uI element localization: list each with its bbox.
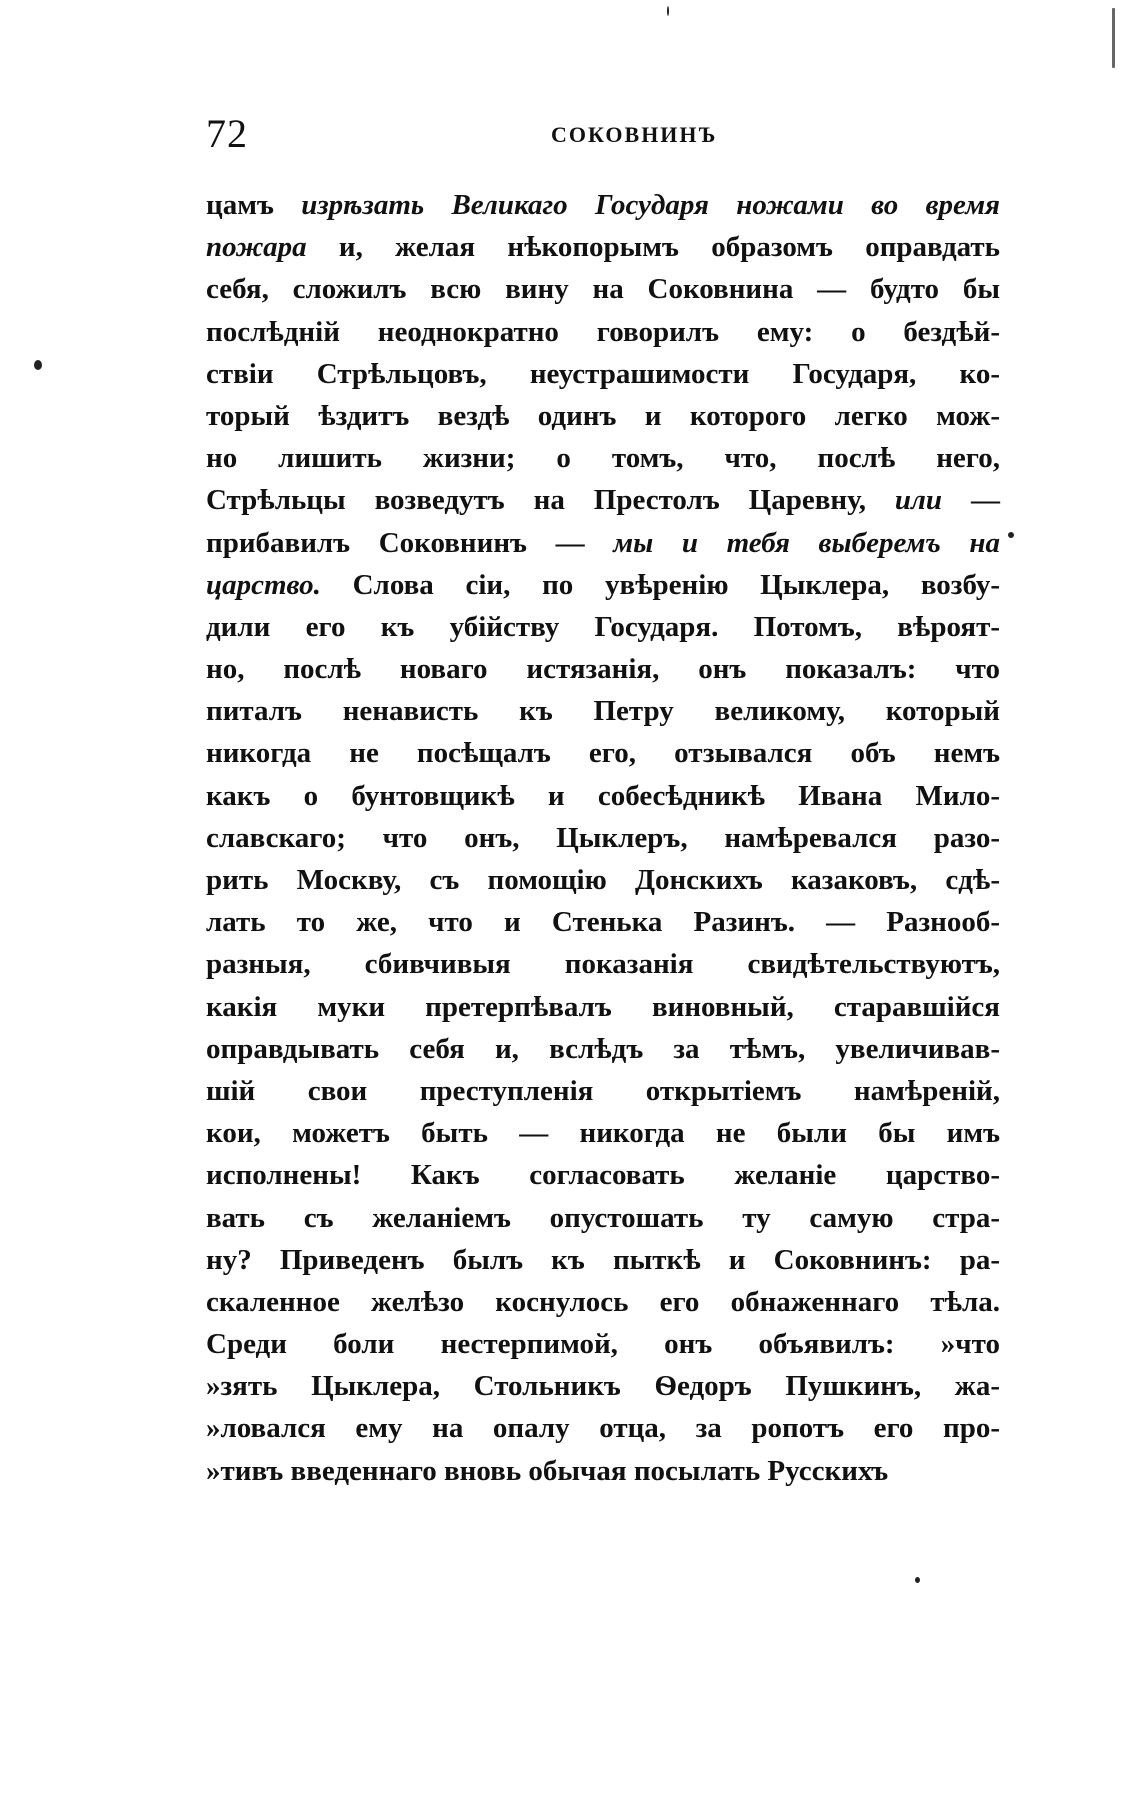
italic-segment: мы и тебя выберемъ на bbox=[613, 526, 1000, 559]
text-line bbox=[206, 564, 1000, 606]
text-line bbox=[206, 1028, 1000, 1070]
text-line bbox=[206, 479, 1000, 521]
text-line bbox=[206, 901, 1000, 943]
text-line bbox=[206, 859, 1000, 901]
text-line bbox=[206, 1239, 1000, 1281]
text-segment: ствіи Стрѣльцовъ, неустрашимости Государя, ко- bbox=[206, 357, 1000, 390]
text-segment: вать съ желаніемъ опустошать ту самую стра- bbox=[206, 1201, 1000, 1234]
text-segment: оправдывать себя и, вслѣдъ за тѣмъ, увеличивав- bbox=[206, 1032, 1000, 1065]
print-speck bbox=[915, 1577, 920, 1583]
text-line bbox=[206, 817, 1000, 859]
text-line bbox=[206, 437, 1000, 479]
text-segment: прибавилъ Соковнинъ — bbox=[206, 526, 614, 559]
text-segment: лать то же, что и Стенька Разинъ. — Разнооб- bbox=[206, 906, 1000, 939]
italic-segment: пожара bbox=[206, 231, 307, 264]
text-line bbox=[206, 1154, 1000, 1196]
page-number: 72 bbox=[206, 111, 248, 156]
text-segment: ну? Приведенъ былъ къ пыткѣ и Соковнинъ: ра- bbox=[206, 1243, 1000, 1276]
text-line bbox=[206, 1365, 1000, 1407]
text-segment: но, послѣ новаго истязанія, онъ показалъ: что bbox=[206, 653, 1000, 686]
text-segment: славскаго; что онъ, Цыклеръ, намѣревался разо- bbox=[206, 821, 1000, 854]
text-segment: »зять Цыклера, Стольникъ Ѳедоръ Пушкинъ, жа- bbox=[206, 1370, 1000, 1403]
text-line bbox=[206, 690, 1000, 732]
print-speck bbox=[34, 360, 42, 370]
text-line bbox=[206, 1407, 1000, 1449]
body-text bbox=[206, 184, 1000, 1492]
text-segment: исполнены! Какъ согласовать желаніе царство- bbox=[206, 1159, 1000, 1192]
text-segment: цамъ bbox=[206, 189, 302, 221]
text-segment: Слова сіи, по увѣренію Цыклера, возбу- bbox=[320, 568, 1000, 601]
text-line bbox=[206, 395, 1000, 437]
text-line bbox=[206, 1450, 1000, 1492]
text-segment: Стрѣльцы возведутъ на Престолъ Царевну, bbox=[206, 484, 895, 517]
text-line bbox=[206, 1197, 1000, 1239]
text-line bbox=[206, 311, 1000, 353]
text-line bbox=[206, 606, 1000, 648]
text-segment: торый ѣздитъ вездѣ одинъ и которого легко мож- bbox=[206, 399, 1000, 432]
text-segment: кои, можетъ быть — никогда не были бы имъ bbox=[206, 1117, 1000, 1150]
text-line bbox=[206, 986, 1000, 1028]
text-line bbox=[206, 1323, 1000, 1365]
print-speck bbox=[1008, 532, 1014, 538]
text-line bbox=[206, 522, 1000, 564]
italic-segment: изрѣзать Великаго Государя ножами во время bbox=[301, 189, 1000, 221]
text-segment: какъ о бунтовщикѣ и собесѣдникѣ Ивана Мило- bbox=[206, 779, 1000, 812]
text-segment: питалъ ненависть къ Петру великому, который bbox=[206, 695, 1000, 728]
italic-segment: или bbox=[894, 484, 943, 517]
text-line bbox=[206, 943, 1000, 985]
text-segment: — bbox=[942, 484, 1000, 517]
print-speck bbox=[1112, 8, 1115, 68]
text-segment: скаленное желѣзо коснулось его обнаженнаго тѣла. bbox=[206, 1285, 1000, 1318]
text-segment: разныя, сбивчивыя показанія свидѣтельствуютъ, bbox=[206, 948, 1000, 981]
text-segment: рить Москву, съ помощію Донскихъ казаковъ, сдѣ- bbox=[206, 864, 1000, 896]
text-line bbox=[206, 184, 1000, 226]
text-segment: себя, сложилъ всю вину на Соковнина — будто бы bbox=[206, 273, 1000, 306]
text-segment: дили его къ убійству Государя. Потомъ, вѣроят- bbox=[206, 610, 1000, 643]
text-segment: какія муки претерпѣвалъ виновный, старавшійся bbox=[206, 990, 1000, 1023]
text-line bbox=[206, 1112, 1000, 1154]
page-header bbox=[206, 110, 1006, 160]
text-line bbox=[206, 226, 1000, 268]
text-line bbox=[206, 353, 1000, 395]
text-segment: »ловался ему на опалу отца, за ропотъ его про- bbox=[206, 1412, 1000, 1445]
text-line bbox=[206, 1070, 1000, 1112]
text-segment: послѣдній неоднократно говорилъ ему: о бездѣй- bbox=[206, 315, 1000, 348]
text-segment: шій свои преступленія открытіемъ намѣреній, bbox=[206, 1074, 1000, 1107]
text-line bbox=[206, 1281, 1000, 1323]
text-segment: и, желая нѣкопорымъ образомъ оправдать bbox=[306, 231, 1000, 264]
italic-segment: царство. bbox=[206, 568, 321, 601]
text-segment: но лишить жизни; о томъ, что, послѣ него, bbox=[206, 442, 1000, 475]
text-segment: Среди боли нестерпимой, онъ объявилъ: »что bbox=[206, 1328, 1000, 1361]
text-segment: никогда не посѣщалъ его, отзывался объ немъ bbox=[206, 737, 1000, 770]
running-title: СОКОВНИНЪ bbox=[551, 122, 718, 147]
print-speck bbox=[667, 6, 669, 16]
text-segment: »тивъ введеннаго вновь обычая посылать Русскихъ bbox=[206, 1454, 889, 1487]
text-line bbox=[206, 648, 1000, 690]
text-line bbox=[206, 268, 1000, 310]
text-line bbox=[206, 775, 1000, 817]
text-line bbox=[206, 732, 1000, 774]
